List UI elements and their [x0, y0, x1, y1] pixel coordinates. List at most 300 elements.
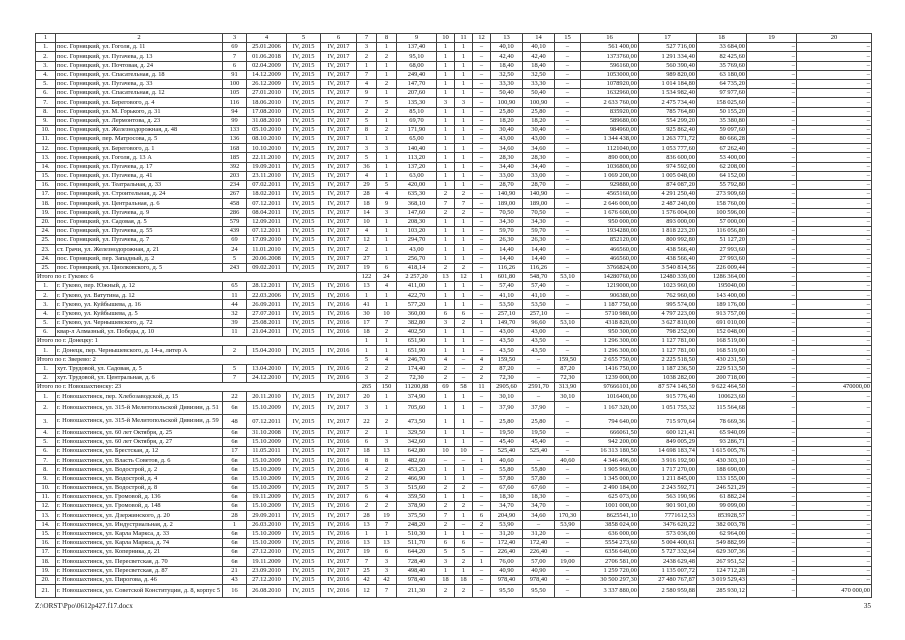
table-cell: IV, 2017 [321, 511, 357, 520]
table-cell: 99 099,00 [697, 502, 747, 511]
table-cell: 25,80 [491, 107, 523, 116]
table-cell: 18,40 [491, 61, 523, 70]
table-cell: 4 [377, 282, 397, 291]
table-cell: 19 [377, 511, 397, 520]
table-cell: 1 014 184,80 [639, 79, 697, 88]
table-cell: 3 [437, 557, 455, 566]
table-cell: – [797, 511, 872, 520]
table-cell: IV, 2015 [287, 428, 321, 437]
table-cell: 3 540 814,56 [639, 263, 697, 272]
table-cell: 382 003,78 [697, 520, 747, 529]
table-cell: 2 225 518,50 [639, 355, 697, 364]
table-cell: 14. [36, 162, 56, 171]
table-cell: 21.04.2011 [247, 328, 287, 337]
table-cell: 11. [36, 135, 56, 144]
table-cell: IV, 2017 [321, 107, 357, 116]
table-row [36, 98, 872, 107]
table-cell: 1078920,00 [581, 79, 639, 88]
table-cell: – [797, 181, 872, 190]
table-cell: – [797, 529, 872, 538]
table-cell: IV, 2015 [287, 437, 321, 446]
table-cell: 1 717 270,00 [639, 465, 697, 474]
table-cell: – [747, 465, 797, 474]
table-cell: 174,40 [397, 364, 437, 373]
table-cell: – [523, 373, 555, 382]
table-cell: 25,80 [491, 415, 523, 429]
table-cell: 229 513,50 [697, 364, 747, 373]
table-cell: 69 [223, 43, 247, 52]
table-cell: IV, 2015 [287, 415, 321, 429]
table-cell: 200 718,00 [697, 373, 747, 382]
table-cell: 40,90 [523, 566, 555, 575]
table-cell: – [455, 364, 473, 373]
table-row [36, 575, 872, 584]
table-cell: 4. [36, 309, 56, 318]
table-cell: 5 [357, 355, 377, 364]
table-cell: IV, 2017 [321, 401, 357, 415]
table-cell: – [797, 300, 872, 309]
table-cell: IV, 2015 [287, 98, 321, 107]
address-cell: пос. Горняцкий, ул. Спасательная, д. 18 [56, 70, 223, 79]
table-row [36, 190, 872, 199]
table-cell: 3. [36, 300, 56, 309]
table-cell: 95,50 [491, 584, 523, 598]
table-cell: 16. [36, 181, 56, 190]
table-cell: 7 [223, 373, 247, 382]
table-cell: – [555, 162, 581, 171]
table-cell: 116,26 [523, 263, 555, 272]
table-cell: – [797, 135, 872, 144]
table-row [36, 125, 872, 134]
table-row [36, 437, 872, 446]
table-cell: 14 698 183,74 [639, 447, 697, 456]
table-cell: 13 [437, 272, 455, 281]
table-row [36, 282, 872, 291]
table-cell: 08.04.2011 [247, 208, 287, 217]
table-cell: – [797, 217, 872, 226]
address-cell: г. Новошахтинск, ул. Коперника, д. 21 [56, 548, 223, 557]
table-cell: 438 566,40 [639, 245, 697, 254]
table-cell: – [747, 502, 797, 511]
table-cell: – [473, 584, 491, 598]
table-cell: 5. [36, 318, 56, 327]
table-cell: IV, 2017 [321, 483, 357, 492]
table-cell: – [555, 300, 581, 309]
table-cell: 211,30 [397, 584, 437, 598]
table-cell: IV, 2015 [287, 373, 321, 382]
table-cell: 2 [437, 584, 455, 598]
table-cell: – [797, 171, 872, 180]
table-cell: 984960,00 [581, 125, 639, 134]
table-cell: IV, 2016 [321, 373, 357, 382]
table-cell: IV, 2017 [321, 236, 357, 245]
table-cell: 1 [377, 529, 397, 538]
table-cell: 100 596,00 [697, 208, 747, 217]
table-cell: 1 [437, 70, 455, 79]
table-cell: – [797, 125, 872, 134]
table-cell: – [747, 447, 797, 456]
table-cell: 01.06.2018 [247, 52, 287, 61]
table-cell: – [747, 415, 797, 429]
subtotal-label: Итого по г. Гуково: 6 [36, 272, 357, 281]
table-cell: 07.12.2011 [247, 199, 287, 208]
table-cell: 34,60 [523, 511, 555, 520]
table-cell: 113,20 [397, 153, 437, 162]
table-cell: 3 [357, 401, 377, 415]
table-cell: 1 [455, 226, 473, 235]
table-cell: 13. [36, 153, 56, 162]
table-cell: 25.01.2006 [247, 43, 287, 52]
table-cell: 1 [437, 392, 455, 401]
table-cell: 2. [36, 373, 56, 382]
table-cell: – [797, 61, 872, 70]
table-row [36, 373, 872, 382]
table-cell: 1 [437, 226, 455, 235]
table-cell: 1 [437, 437, 455, 446]
table-cell: 13 [357, 538, 377, 547]
table-cell: 2 [437, 364, 455, 373]
table-cell: 14 [357, 208, 377, 217]
address-cell: хут. Трудовой, ул. Садовая, д. 5 [56, 364, 223, 373]
table-cell: – [747, 79, 797, 88]
table-cell: 42,40 [523, 52, 555, 61]
table-cell: 8 [377, 456, 397, 465]
table-cell: 6 [223, 61, 247, 70]
table-cell: 6 [377, 548, 397, 557]
table-cell: IV, 2016 [321, 328, 357, 337]
table-cell: 273 909,60 [697, 190, 747, 199]
table-cell: 19.11.2009 [247, 493, 287, 502]
table-cell: 2. [36, 401, 56, 415]
table-cell: 40,60 [491, 456, 523, 465]
column-header: 19 [747, 34, 797, 43]
table-cell: 5 [377, 98, 397, 107]
table-cell: 6в [223, 474, 247, 483]
table-cell: 1 [455, 493, 473, 502]
table-cell: IV, 2016 [321, 575, 357, 584]
table-cell: 1 [437, 337, 455, 346]
table-cell: – [797, 566, 872, 575]
table-cell: 97 977,60 [697, 89, 747, 98]
table-cell: 18,20 [523, 116, 555, 125]
table-cell: 15.10.2009 [247, 529, 287, 538]
table-cell: IV, 2015 [287, 483, 321, 492]
table-cell: 4. [36, 428, 56, 437]
table-cell: IV, 2016 [321, 282, 357, 291]
table-cell: – [797, 226, 872, 235]
table-cell: 2. [36, 291, 56, 300]
table-cell: 34,70 [491, 502, 523, 511]
table-cell: 4 [377, 190, 397, 199]
table-cell: 422,70 [397, 291, 437, 300]
table-cell: 1 534 982,40 [639, 89, 697, 98]
table-cell: 901 901,00 [639, 502, 697, 511]
table-cell: 208,30 [397, 217, 437, 226]
table-cell: – [747, 373, 797, 382]
table-cell: 1 296 300,00 [581, 337, 639, 346]
table-cell: – [797, 79, 872, 88]
table-cell: 40,10 [523, 43, 555, 52]
table-cell: 2 [377, 415, 397, 429]
address-cell: г. Новошахтинск, ул. Водострой, д. 4 [56, 474, 223, 483]
table-cell: 2 [377, 465, 397, 474]
table-cell: 1 005 048,00 [639, 171, 697, 180]
table-cell: IV, 2017 [321, 135, 357, 144]
table-cell: 28 [223, 511, 247, 520]
table-cell: 28,70 [491, 181, 523, 190]
table-cell: 147,60 [397, 208, 437, 217]
table-cell: 05.10.2010 [247, 125, 287, 134]
table-header-row [36, 34, 872, 43]
table-cell: – [797, 272, 872, 281]
table-cell: 159,50 [555, 355, 581, 364]
address-cell: пос. Горняцкий, ул. Берегового, д. 1 [56, 144, 223, 153]
table-cell: 40,10 [491, 43, 523, 52]
table-cell: 58 [455, 383, 473, 392]
table-cell: 853928,57 [697, 511, 747, 520]
table-cell: – [473, 493, 491, 502]
table-cell: 1 [437, 493, 455, 502]
table-cell: 836 600,00 [639, 153, 697, 162]
table-cell: – [473, 291, 491, 300]
table-cell: 30 [357, 309, 377, 318]
table-cell: 1036800,00 [581, 162, 639, 171]
table-cell: 762 960,00 [639, 291, 697, 300]
table-cell: 6в [223, 529, 247, 538]
table-cell: 2 [377, 474, 397, 483]
table-cell: 6 [455, 309, 473, 318]
table-cell: 185 [223, 153, 247, 162]
table-cell: – [797, 520, 872, 529]
table-cell: 2 [455, 502, 473, 511]
table-cell: – [473, 116, 491, 125]
table-cell: 10 [437, 447, 455, 456]
table-cell: 548,70 [523, 272, 555, 281]
table-cell: 1121040,00 [581, 144, 639, 153]
table-cell: – [473, 300, 491, 309]
table-cell: 579 [223, 217, 247, 226]
table-cell: 13 [357, 520, 377, 529]
table-cell: 15.10.2009 [247, 502, 287, 511]
table-cell: 482,60 [397, 456, 437, 465]
table-cell: 11 [473, 383, 491, 392]
table-cell: 15.10.2009 [247, 474, 287, 483]
address-cell: г. Новошахтинск, ул. 315-й Мелитопольской Дивизии, д. 59 [56, 415, 223, 429]
table-cell: – [555, 548, 581, 557]
table-cell: 1934280,00 [581, 226, 639, 235]
table-cell: 2 [473, 364, 491, 373]
table-cell: 995 574,00 [639, 300, 697, 309]
table-cell: IV, 2015 [287, 282, 321, 291]
table-cell: 6 [357, 493, 377, 502]
table-cell: IV, 2017 [321, 548, 357, 557]
table-cell: 27.12.2010 [247, 575, 287, 584]
table-cell: – [473, 415, 491, 429]
table-cell: 26.12.2009 [247, 79, 287, 88]
table-cell: 1. [36, 392, 56, 401]
table-cell: – [555, 328, 581, 337]
table-cell: 1 [437, 282, 455, 291]
table-cell: IV, 2017 [321, 79, 357, 88]
table-cell: – [797, 116, 872, 125]
table-cell: 3766824,00 [581, 263, 639, 272]
table-cell: – [747, 474, 797, 483]
table-cell: IV, 2017 [321, 208, 357, 217]
table-cell: 189 176,00 [697, 300, 747, 309]
table-row [36, 548, 872, 557]
address-cell: г. Новошахтинск, ул. 315-й Мелитопольской Дивизии, д. 51 [56, 401, 223, 415]
table-cell: IV, 2015 [287, 144, 321, 153]
table-cell: – [797, 557, 872, 566]
address-cell: пос. Горняцкий, ул. Садовая, д. 5 [56, 217, 223, 226]
column-header: 13 [491, 34, 523, 43]
table-cell: – [473, 392, 491, 401]
table-cell: IV, 2016 [321, 520, 357, 529]
table-cell: 4 [357, 465, 377, 474]
table-cell: 3858 024,00 [581, 520, 639, 529]
table-cell: IV, 2015 [287, 364, 321, 373]
table-cell: 5 [357, 153, 377, 162]
table-cell: IV, 2015 [287, 465, 321, 474]
table-cell: 70,50 [523, 208, 555, 217]
table-cell: 6. [36, 89, 56, 98]
table-cell: 4565160,00 [581, 190, 639, 199]
table-cell: 59,70 [491, 226, 523, 235]
address-cell: пос. Горняцкий, ул. Гоголя, д. 13 А [56, 153, 223, 162]
table-cell: 5 [455, 548, 473, 557]
table-cell: 17. [36, 190, 56, 199]
table-cell: 1 [437, 291, 455, 300]
table-cell: 15.10.2009 [247, 465, 287, 474]
table-cell: 573 036,00 [639, 529, 697, 538]
table-row [36, 584, 872, 598]
table-cell: 27 480 767,87 [639, 575, 697, 584]
address-cell: г. Новошахтинск, ул. Громовой, д. 148 [56, 502, 223, 511]
table-cell: 1 344 438,00 [581, 135, 639, 144]
table-cell: 498,40 [397, 566, 437, 575]
table-cell: 1 [455, 162, 473, 171]
table-cell: 234 [223, 181, 247, 190]
table-cell: 3 [357, 144, 377, 153]
table-cell: – [747, 428, 797, 437]
table-cell: 402,50 [397, 328, 437, 337]
table-cell: 5 727 332,64 [639, 548, 697, 557]
table-cell: 80 666,28 [697, 135, 747, 144]
address-cell: г. Новошахтинск, ул. Брестская, д. 12 [56, 447, 223, 456]
table-cell: 69 [437, 383, 455, 392]
table-cell: 1 [455, 254, 473, 263]
table-cell: 18 [357, 447, 377, 456]
table-cell: 785 764,80 [639, 107, 697, 116]
table-cell: 929880,00 [581, 181, 639, 190]
table-cell: 510,30 [397, 529, 437, 538]
table-cell: 3 019 529,43 [697, 575, 747, 584]
register-sheet [35, 33, 871, 598]
table-cell: 577,20 [397, 300, 437, 309]
table-row [36, 135, 872, 144]
table-cell: 728,40 [397, 557, 437, 566]
table-cell: – [555, 465, 581, 474]
table-cell: 55,80 [523, 465, 555, 474]
table-cell: IV, 2015 [287, 61, 321, 70]
table-cell: 12 [357, 584, 377, 598]
table-cell: IV, 2015 [287, 456, 321, 465]
table-cell: 6. [36, 328, 56, 337]
table-cell: 12.09.2011 [247, 217, 287, 226]
table-cell: – [555, 43, 581, 52]
table-cell: 3 [377, 483, 397, 492]
table-cell: 1 [377, 392, 397, 401]
column-header: 9 [397, 34, 437, 43]
table-cell: 1 [377, 428, 397, 437]
table-cell: 22.11.2010 [247, 153, 287, 162]
table-cell: 2 [377, 125, 397, 134]
address-cell: г. Новошахтинск, ул. Громовой, д. 136 [56, 493, 223, 502]
table-cell: 1 296 300,00 [581, 346, 639, 355]
address-cell: г. Донецк, пер. Чернышевского, д. 14-а, литер А [56, 346, 223, 355]
table-cell: 69,70 [397, 116, 437, 125]
table-cell: – [797, 392, 872, 401]
table-cell: 14,40 [491, 254, 523, 263]
table-cell: 67,60 [491, 483, 523, 492]
table-cell: 6. [36, 447, 56, 456]
table-cell: 45,40 [491, 437, 523, 446]
table-row [36, 181, 872, 190]
table-cell: 285 930,12 [697, 584, 747, 598]
table-cell: 466560,00 [581, 254, 639, 263]
table-cell: 2 487 240,00 [639, 199, 697, 208]
table-cell: 4 [377, 493, 397, 502]
table-cell: – [473, 89, 491, 98]
table-cell: 1416 750,00 [581, 364, 639, 373]
table-cell: – [555, 153, 581, 162]
table-row [36, 309, 872, 318]
table-cell: 2. [36, 52, 56, 61]
address-cell: г. Новошахтинск, ул. Пирогова, д. 46 [56, 575, 223, 584]
table-cell: 1038 282,00 [639, 373, 697, 382]
table-cell: IV, 2015 [287, 254, 321, 263]
table-cell: – [747, 520, 797, 529]
table-cell: 8 [357, 125, 377, 134]
table-cell: – [555, 61, 581, 70]
table-cell: 601,80 [491, 272, 523, 281]
table-cell: 43,00 [523, 328, 555, 337]
table-cell: 143 400,00 [697, 291, 747, 300]
table-row [36, 328, 872, 337]
table-cell: – [555, 415, 581, 429]
table-cell: 188 690,00 [697, 465, 747, 474]
table-cell: 1 [473, 318, 491, 327]
table-cell: 50 155,20 [697, 107, 747, 116]
table-cell: – [473, 538, 491, 547]
table-cell: 515,60 [397, 483, 437, 492]
table-cell: 189,00 [523, 199, 555, 208]
address-cell: пос. Горняцкий, ул. Пугачева, д. 41 [56, 171, 223, 180]
table-cell: 1 291 334,40 [639, 52, 697, 61]
table-row [36, 245, 872, 254]
table-cell: 16 313 180,50 [581, 447, 639, 456]
table-cell: 2 [357, 245, 377, 254]
table-cell: 30,40 [491, 125, 523, 134]
table-cell: 5. [36, 437, 56, 446]
table-cell: 15.10.2009 [247, 456, 287, 465]
table-cell: 4 [473, 355, 491, 364]
table-cell: 18.02.2011 [247, 190, 287, 199]
table-cell: 105 [223, 89, 247, 98]
table-subtotal-row [36, 337, 872, 346]
table-cell: 149,70 [491, 318, 523, 327]
table-cell: 30 500 297,30 [581, 575, 639, 584]
